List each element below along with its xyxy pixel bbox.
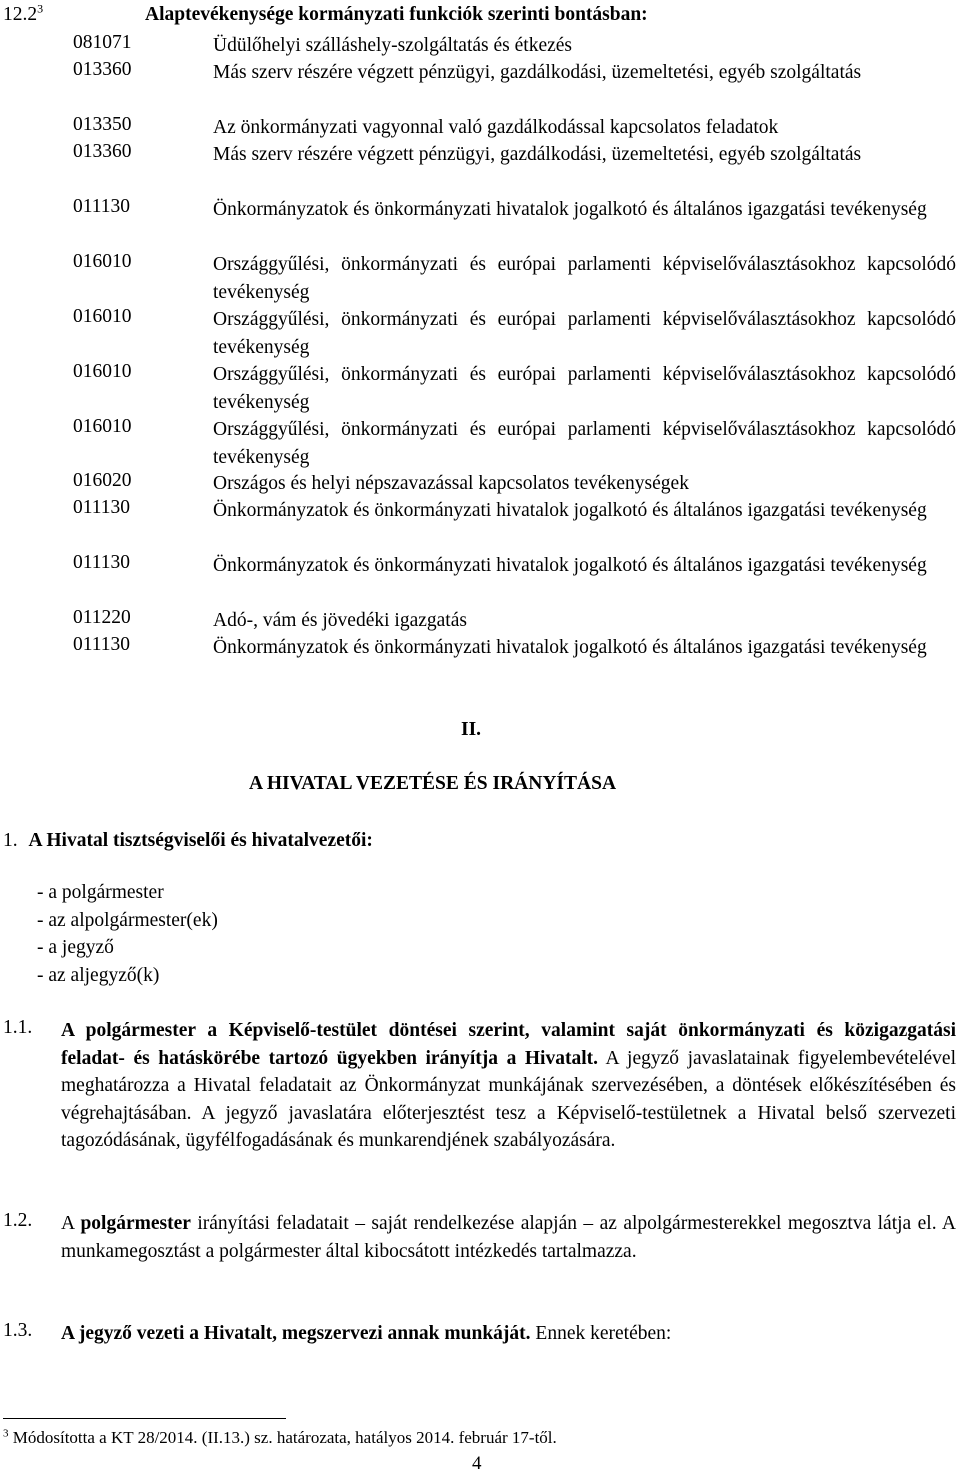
officials-item: - az aljegyző(k) [37, 964, 160, 986]
paragraph-text: irányítási feladatait – saját rendelkezése alapján – az alpolgármesterekkel megosztva látja el. A munkamegosztást a polgármester által kibocsátott intézkedés tartalmazza. [61, 1213, 957, 1262]
function-code: 016010 [73, 251, 132, 272]
function-description: Önkormányzatok és önkormányzati hivatalok jogalkotó és általános igazgatási tevékenység [213, 199, 927, 220]
section-number-text: 12.2 [3, 4, 38, 25]
function-code: 081071 [73, 32, 132, 53]
officials-heading-text: A Hivatal tisztségviselői és hivatalvezetői: [28, 830, 373, 851]
paragraph-text: A jegyző javaslatainak figyelembevételével meghatározza a Hivatal feladatait az Önkormányzat munkájának szervezésében, a döntések előkészítésében és végrehajtásában. A jegyző javaslatára előterjesztést tesz a Képviselő-testületnek a Hivatal belső szervezeti tagozódásának, ügyfélfogadásának és munkarendjének szabályozására. [61, 1047, 956, 1152]
paragraph-bold-text: A jegyző vezeti a Hivatalt, megszervezi annak munkáját. [61, 1323, 531, 1344]
officials-heading [3, 830, 373, 852]
function-code: 013360 [73, 141, 132, 162]
paragraph-1-3 [61, 1320, 956, 1348]
function-description: Adó-, vám és jövedéki igazgatás [213, 610, 467, 631]
function-code: 016020 [73, 470, 132, 491]
footnote [3, 1428, 557, 1448]
function-code: 016010 [73, 361, 132, 382]
function-code: 011130 [73, 634, 131, 655]
function-description: Országgyűlési, önkormányzati és európai parlamenti képviselőválasztásokhoz kapcsolódó tevékenység [213, 364, 956, 413]
paragraph-pre-text: A [61, 1213, 81, 1234]
paragraph-text: Ennek keretében: [530, 1323, 672, 1344]
officials-item: - az alpolgármester(ek) [37, 909, 218, 931]
function-description: Országgyűlési, önkormányzati és európai parlamenti képviselőválasztásokhoz kapcsolódó tevékenység [213, 419, 956, 468]
function-code: 011130 [73, 196, 131, 217]
paragraph-number: 1.1. [3, 1017, 33, 1038]
chapter-title: A HIVATAL VEZETÉSE ÉS IRÁNYÍTÁSA [249, 773, 617, 794]
footnote-separator [3, 1418, 286, 1419]
function-code: 016010 [73, 416, 132, 437]
function-description: Országgyűlési, önkormányzati és európai parlamenti képviselőválasztásokhoz kapcsolódó tevékenység [213, 309, 956, 358]
section-heading: Alaptevékenysége kormányzati funkciók szerinti bontásban: [145, 4, 648, 25]
function-code: 013360 [73, 59, 132, 80]
officials-number: 1. [3, 830, 18, 851]
section-number [3, 1, 44, 26]
officials-item: - a jegyző [37, 937, 114, 958]
footnote-mark: 3 [3, 1427, 9, 1440]
paragraph-1-2 [61, 1210, 956, 1265]
function-code: 011130 [73, 497, 131, 518]
officials-list [37, 879, 218, 989]
function-description: Az önkormányzati vagyonnal való gazdálkodással kapcsolatos feladatok [213, 117, 779, 138]
function-description: Más szerv részére végzett pénzügyi, gazdálkodási, üzemeltetési, egyéb szolgáltatás [213, 144, 862, 165]
function-description: Önkormányzatok és önkormányzati hivatalok jogalkotó és általános igazgatási tevékenység [213, 500, 927, 521]
paragraph-bold-text: polgármester [80, 1213, 191, 1234]
function-description: Üdülőhelyi szálláshely-szolgáltatás és étkezés [213, 35, 572, 56]
function-code: 013350 [73, 114, 132, 135]
chapter-roman: II. [461, 719, 482, 740]
function-description: Önkormányzatok és önkormányzati hivatalok jogalkotó és általános igazgatási tevékenység [213, 555, 927, 576]
function-description: Önkormányzatok és önkormányzati hivatalok jogalkotó és általános igazgatási tevékenység [213, 637, 927, 658]
function-code: 016010 [73, 306, 132, 327]
page-number: 4 [472, 1453, 482, 1474]
function-description: Országgyűlési, önkormányzati és európai parlamenti képviselőválasztásokhoz kapcsolódó tevékenység [213, 254, 956, 303]
footnote-reference: 3 [37, 1, 44, 16]
paragraph-number: 1.3. [3, 1320, 33, 1341]
function-description: Más szerv részére végzett pénzügyi, gazdálkodási, üzemeltetési, egyéb szolgáltatás [213, 62, 862, 83]
function-code: 011220 [73, 607, 131, 628]
paragraph-bold-text: A polgármester a Képviselő-testület döntései szerint, valamint saját önkormányzati és közigazgatási feladat- és hatáskörébe tartozó ügyekben irányítja a Hivatalt. [61, 1020, 956, 1069]
footnote-text: Módosította a KT 28/2014. (II.13.) sz. határozata, hatályos 2014. február 17-től. [12, 1428, 557, 1447]
function-description: Országos és helyi népszavazással kapcsolatos tevékenységek [213, 473, 689, 494]
function-code: 011130 [73, 552, 131, 573]
officials-item: - a polgármester [37, 882, 164, 903]
paragraph-number: 1.2. [3, 1210, 33, 1231]
paragraph-1-1 [61, 1017, 956, 1155]
